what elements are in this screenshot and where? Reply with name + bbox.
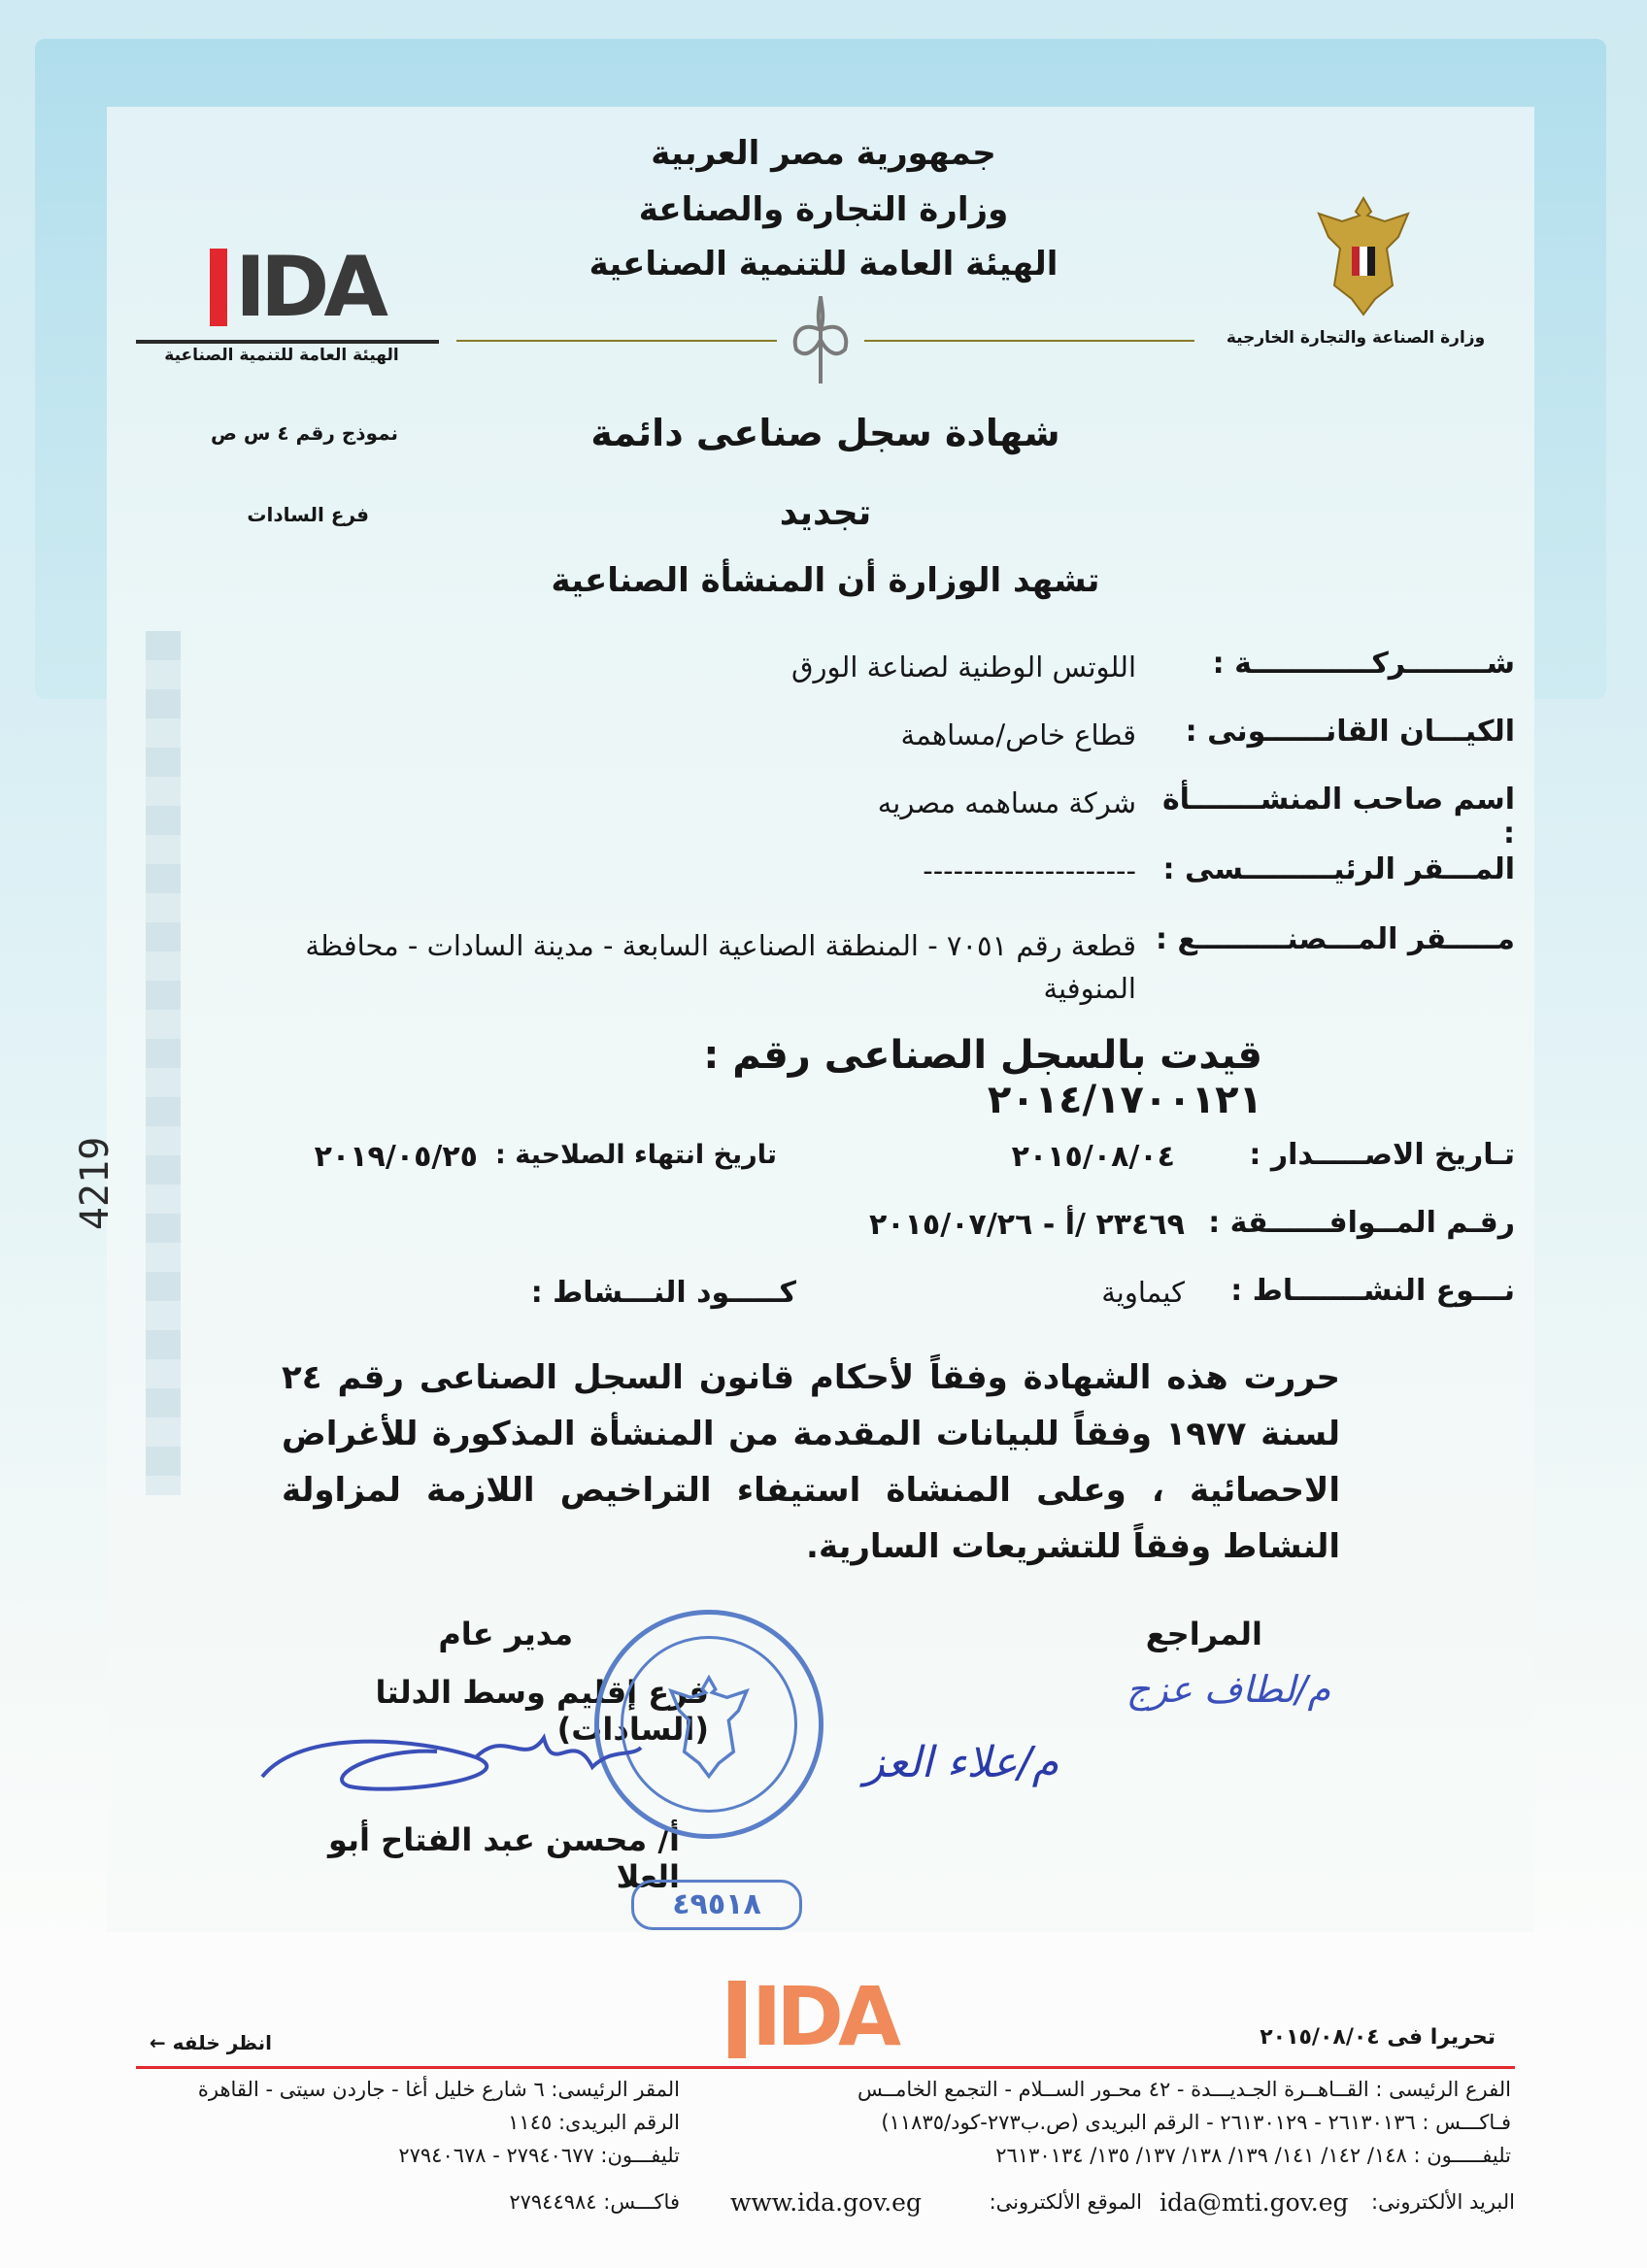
divider-left (456, 340, 777, 342)
form-number: نموذج رقم ٤ س ص (210, 421, 398, 445)
certificate-subtitle: تجديد (779, 493, 872, 533)
footer-right-line-1: الفرع الرئيسى : القــاهــرة الجـديـــدة - ٤٢ محـور الســلام - التجمع الخامــس (857, 2078, 1511, 2101)
registration-number: قيدت بالسجل الصناعى رقم : ٢٠١٤/١٧٠٠١٢١ (703, 1033, 1262, 1122)
ida-underline (136, 340, 439, 344)
footer-website[interactable]: www.ida.gov.eg (730, 2188, 922, 2217)
ida-logo (210, 239, 383, 336)
footer-ida-logo (728, 1969, 913, 2064)
branch-label: فرع السادات (247, 503, 369, 526)
authority-title: الهيئة العامة للتنمية الصناعية (588, 245, 1059, 284)
footer-email[interactable]: ida@mti.gov.eg (1160, 2188, 1349, 2217)
field-value-company: اللوتس الوطنية لصناعة الورق (791, 650, 1136, 684)
activity-type-value: كيماوية (1101, 1276, 1185, 1309)
handwritten-signature: م/علاء العز (863, 1738, 1059, 1787)
ida-logo-text: IDA (235, 239, 383, 336)
director-branch: فرع إقليم وسط الدلتا (السادات) (375, 1674, 709, 1748)
field-value-factory: قطعة رقم ٧٠٥١ - المنطقة الصناعية السابعة - مدينة السادات - محافظة المنوفية (305, 929, 1136, 1005)
footer-right-line-2: فـاكـــس : ٢٦١٣٠١٣٦ - ٢٦١٣٠١٢٩ - الرقم البريدى (ص.ب٢٧٣-كود/١١٨٣٥) (881, 2111, 1511, 2134)
republic-title: جمهورية مصر العربية (651, 134, 996, 173)
footer-left-line-1: المقر الرئيسى: ٦ شارع خليل أغا - جاردن سيتى - القاهرة (197, 2078, 680, 2101)
reviewer-handwriting: م/لطاف عزج (1126, 1668, 1330, 1711)
field-value-legal-entity: قطاع خاص/مساهمة (900, 718, 1136, 751)
watermark-strip (146, 631, 181, 1495)
ministry-title: وزارة التجارة والصناعة (638, 190, 1009, 229)
director-signature-icon (243, 1709, 651, 1816)
footer-email-label: البريد الألكترونى: (1371, 2190, 1515, 2214)
footer-website-label: الموقع الألكترونى: (989, 2190, 1142, 2214)
see-back-link[interactable]: انظر خلفه ← (149, 2031, 272, 2054)
side-number: 4219 (73, 1136, 118, 1231)
reviewer-title: المراجع (1145, 1616, 1262, 1652)
expiry-date-label: تاريخ انتهاء الصلاحية : (495, 1140, 777, 1170)
divider-right (864, 340, 1194, 342)
activity-type-label: نـــوع النشـــــــاط : (1230, 1274, 1515, 1308)
footer-issued-date: تحريرا فى ٢٠١٥/٠٨/٠٤ (1260, 2025, 1496, 2050)
footer-right-line-3: تليفـــــون : ١٤٨/ ١٤٢/ ١٤١/ ١٣٩/ ١٣٨/ ١٣٧/ ١٣٥/ ٢٦١٣٠١٣٤ (995, 2144, 1511, 2167)
expiry-date-value: ٢٠١٩/٠٥/٢٥ (314, 1140, 478, 1174)
approval-value: ٢٣٤٦٩ /أ - ٢٠١٥/٠٧/٢٦ (869, 1208, 1185, 1242)
field-label-factory: مـــــقر المـــصنـــــــــع : (1156, 922, 1515, 956)
issue-date-label: تـاريخ الاصـــــدار : (1249, 1138, 1515, 1172)
field-label-legal-entity: الكيـــان القانــــــونى : (1185, 715, 1515, 749)
field-value-owner: شركة مساهمه مصريه (877, 786, 1136, 819)
eagle-emblem-icon (1315, 192, 1412, 318)
activity-code-label: كـــــود النـــشاط : (530, 1276, 796, 1310)
ida-logo-bar (210, 249, 227, 326)
director-name: أ/ محسن عبد الفتاح أبو العلا (327, 1821, 680, 1895)
certificate-title: شهادة سجل صناعى دائمة (590, 412, 1060, 454)
field-label-company: شــــــــركــــــــــــة : (1212, 647, 1515, 681)
footer-left-line-3: تليفـــون: ٢٧٩٤٠٦٧٧ - ٢٧٩٤٠٦٧٨ (398, 2144, 680, 2167)
ida-caption: الهيئة العامة للتنمية الصناعية (164, 346, 399, 365)
footer-ida-text: IDA (752, 1969, 895, 2064)
stamp-number: ٤٩٥١٨ (631, 1880, 802, 1930)
ornament-icon (777, 291, 864, 388)
certificate-intro: تشهد الوزارة أن المنشأة الصناعية (551, 561, 1100, 600)
footer-left-line-2: الرقم البريدى: ١١٤٥ (508, 2111, 680, 2134)
issue-date-value: ٢٠١٥/٠٨/٠٤ (1011, 1140, 1175, 1174)
footer-red-line (136, 2066, 1515, 2069)
stamp-eagle-icon (665, 1673, 753, 1780)
field-value-headquarters: --------------------- (923, 854, 1136, 887)
director-title: مدير عام (438, 1616, 573, 1652)
approval-label: رقـم المــوافــــــقة : (1208, 1206, 1515, 1240)
field-label-headquarters: المـــقر الرئيـــــــــسى : (1162, 852, 1515, 886)
field-label-owner: اسم صاحب المنشـــــــأة : (1161, 783, 1515, 850)
ministry-caption: وزارة الصناعة والتجارة الخارجية (1226, 328, 1486, 348)
footer-left-line-4: فاكـــس: ٢٧٩٤٤٩٨٤ (509, 2190, 680, 2214)
certificate-paragraph: حررت هذه الشهادة وفقاً لأحكام قانون السجل الصناعى رقم ٢٤ لسنة ١٩٧٧ وفقاً للبيانات المقدمة من المنشأة المذكورة للأغراض الاحصائية ، وعلى المنشاة استيفاء التراخيص اللازمة لمزاولة النشاط وفقاً للتشريعات السارية. (282, 1358, 1340, 1566)
